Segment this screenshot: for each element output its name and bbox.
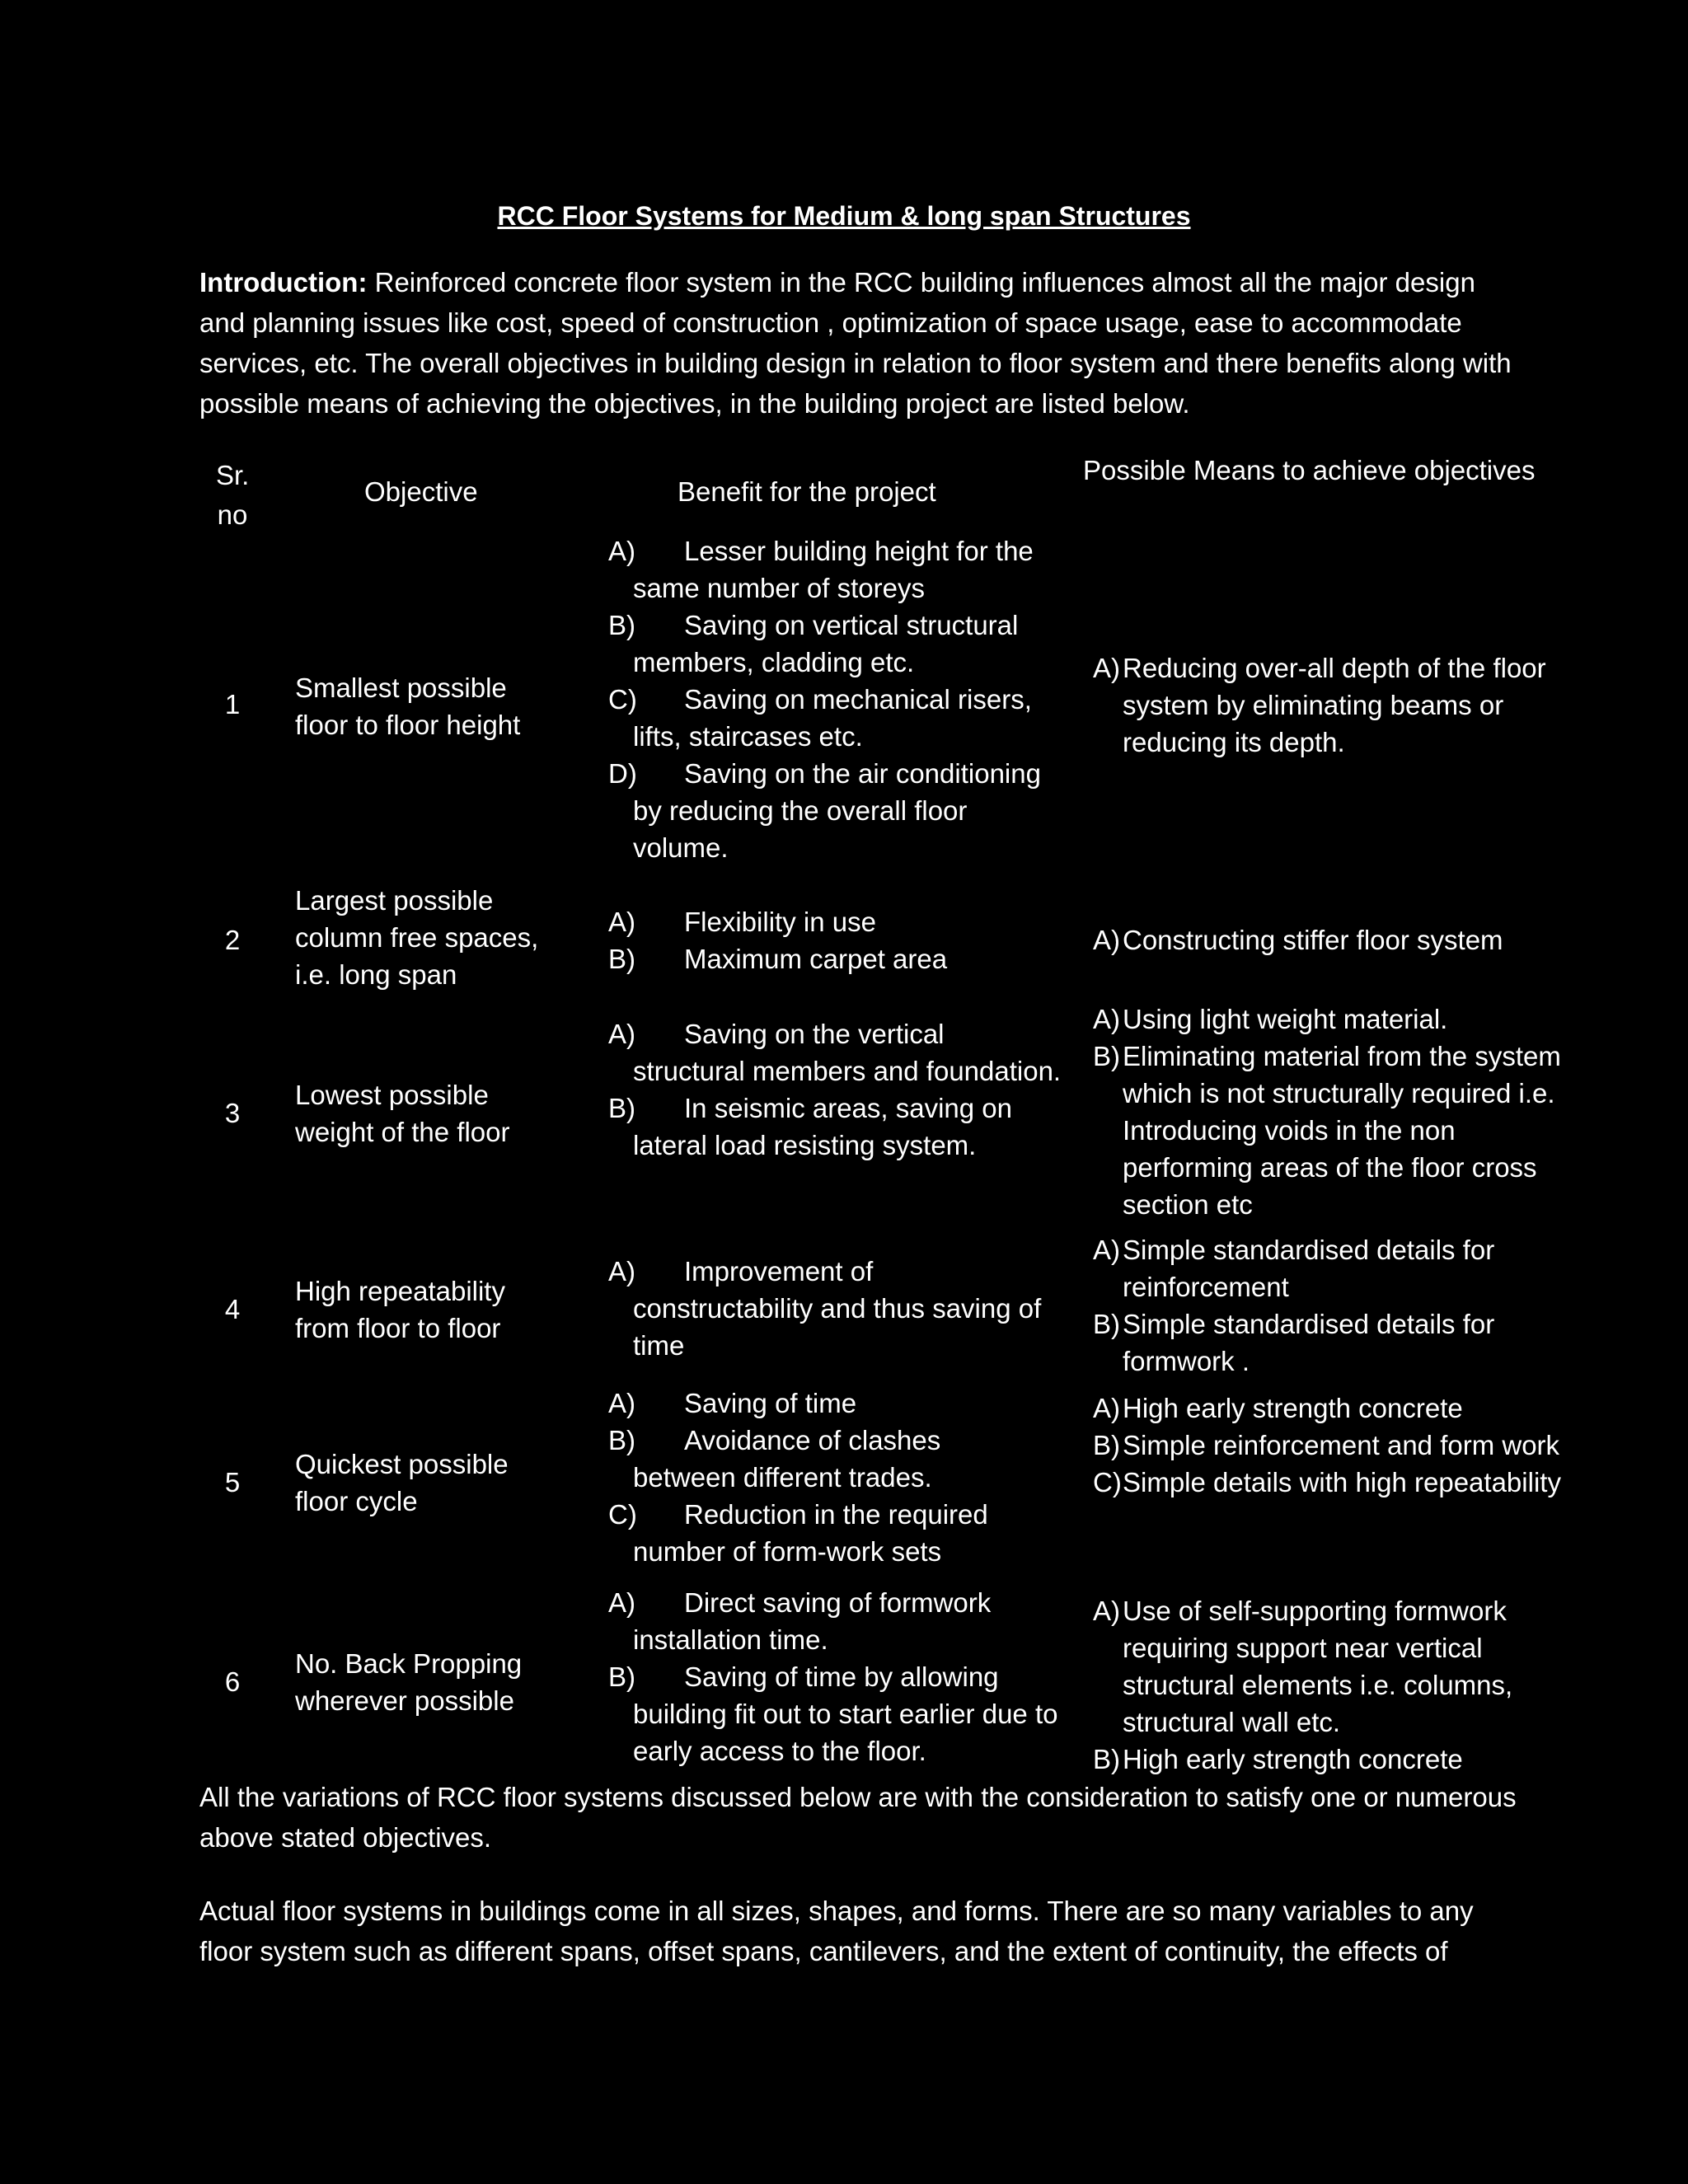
row-benefits <box>608 1385 1070 1570</box>
row-benefits <box>608 532 1070 866</box>
benefit-marker: B) <box>608 1425 635 1455</box>
benefit-text-rest: lateral load resisting system. <box>633 1130 977 1160</box>
benefit-item <box>608 1422 1070 1496</box>
row-objective: Quickest possible floor cycle <box>295 1449 509 1516</box>
benefit-text-first: Saving on the vertical <box>684 1019 945 1049</box>
means-text: Simple standardised details for formwork . <box>1123 1309 1495 1376</box>
means-marker: A) <box>1093 1393 1120 1423</box>
row-number: 6 <box>224 1666 241 1697</box>
benefit-text-rest: between different trades. <box>633 1462 932 1493</box>
means-text: Constructing stiffer floor system <box>1123 925 1503 955</box>
closing-paragraph-2: Actual floor systems in buildings come in all sizes, shapes, and forms. There are so many variables to any floor system such as different spans, offset spans, cantilevers, and the extent of continuity, the effects of <box>199 1896 1474 1966</box>
benefit-marker: C) <box>608 1499 637 1530</box>
means-text: Simple reinforcement and form work <box>1123 1430 1560 1460</box>
means-item <box>1093 1231 1571 1305</box>
row-means <box>1093 1592 1571 1778</box>
benefit-marker: B) <box>608 1661 635 1692</box>
row-objective: No. Back Propping wherever possible <box>295 1648 523 1716</box>
means-text: Simple details with high repeatability <box>1123 1467 1561 1497</box>
benefit-text-rest: installation time. <box>633 1624 828 1655</box>
benefit-marker: A) <box>608 1256 635 1286</box>
means-marker: A) <box>1093 1004 1120 1034</box>
means-text: High early strength concrete <box>1123 1744 1463 1774</box>
benefit-text-first: Saving of time by allowing <box>684 1661 999 1692</box>
means-marker: A) <box>1093 1235 1120 1265</box>
benefit-item <box>608 532 1070 607</box>
intro-paragraph <box>199 262 1518 424</box>
benefit-item <box>608 1015 1070 1090</box>
benefit-text-rest: members, cladding etc. <box>633 647 915 677</box>
row-benefits <box>608 1584 1070 1769</box>
benefit-marker: A) <box>608 536 635 566</box>
row-means <box>1093 1001 1571 1223</box>
row-means <box>1093 1231 1571 1380</box>
benefit-marker: B) <box>608 1093 635 1123</box>
header-no: no <box>217 499 248 530</box>
benefit-item <box>608 1496 1070 1570</box>
document-title: RCC Floor Systems for Medium & long span Structures <box>497 201 1191 231</box>
header-means: Possible Means to achieve objectives <box>1083 455 1536 485</box>
benefit-item <box>608 1584 1070 1658</box>
benefit-marker: B) <box>608 944 635 974</box>
row-benefits <box>608 1253 1070 1364</box>
benefit-text-rest: lifts, staircases etc. <box>633 721 863 752</box>
benefit-item <box>608 940 1070 977</box>
benefit-text-first: Improvement of <box>684 1256 874 1286</box>
row-number: 3 <box>224 1098 241 1128</box>
benefit-text-rest: constructability and thus saving of time <box>633 1293 1042 1361</box>
row-objective: High repeatability from floor to floor <box>295 1276 505 1343</box>
means-text: Use of self-supporting formwork requiring support near vertical structural elements i.e. columns, structural wall etc. <box>1123 1596 1513 1737</box>
means-marker: A) <box>1093 925 1120 955</box>
benefit-text-first: Saving on vertical structural <box>684 610 1019 640</box>
benefit-marker: A) <box>608 1019 635 1049</box>
means-item <box>1093 1427 1571 1464</box>
benefit-item <box>608 1253 1070 1364</box>
means-item <box>1093 921 1571 958</box>
means-item <box>1093 1741 1571 1778</box>
means-marker: B) <box>1093 1744 1120 1774</box>
intro-label: Introduction: <box>199 267 368 298</box>
means-marker: B) <box>1093 1430 1120 1460</box>
benefit-text-rest: building fit out to start earlier due to early access to the floor. <box>633 1699 1058 1766</box>
benefit-marker: A) <box>608 1388 635 1418</box>
benefit-text-first: Lesser building height for the <box>684 536 1034 566</box>
benefit-marker: A) <box>608 907 635 937</box>
means-marker: A) <box>1093 653 1120 683</box>
benefit-text-first: Saving on mechanical risers, <box>684 684 1032 715</box>
means-text: Eliminating material from the system which is not structurally required i.e. Introducing voids in the non performing areas of the floor cross section etc <box>1123 1041 1561 1220</box>
means-item <box>1093 1001 1571 1038</box>
means-item <box>1093 1305 1571 1380</box>
closing-paragraph-1: All the variations of RCC floor systems discussed below are with the consideration to satisfy one or numerous above stated objectives. <box>199 1782 1517 1853</box>
row-benefits <box>608 1015 1070 1164</box>
means-item <box>1093 649 1571 761</box>
benefit-item <box>608 1090 1070 1164</box>
row-means <box>1093 1390 1571 1501</box>
benefit-text-first: Reduction in the required <box>684 1499 988 1530</box>
means-marker: B) <box>1093 1309 1120 1339</box>
header-objective: Objective <box>364 476 478 507</box>
benefit-text-first: Saving on the air conditioning <box>684 758 1041 789</box>
means-text: Reducing over-all depth of the floor system by eliminating beams or reducing its depth. <box>1123 653 1546 757</box>
means-item <box>1093 1038 1571 1223</box>
means-text: Using light weight material. <box>1123 1004 1448 1034</box>
benefit-text-rest: structural members and foundation. <box>633 1056 1062 1086</box>
header-sr-no <box>216 456 249 535</box>
benefit-text-first: Flexibility in use <box>684 907 876 937</box>
benefit-marker: D) <box>608 758 637 789</box>
benefit-item <box>608 681 1070 755</box>
benefit-marker: C) <box>608 684 637 715</box>
means-text: High early strength concrete <box>1123 1393 1463 1423</box>
benefit-text-rest: by reducing the overall floor volume. <box>633 795 968 863</box>
row-means <box>1093 649 1571 761</box>
benefit-text-first: Saving of time <box>684 1388 857 1418</box>
means-marker: A) <box>1093 1596 1120 1626</box>
benefit-item <box>608 1658 1070 1769</box>
benefit-text-first: Avoidance of clashes <box>684 1425 941 1455</box>
header-benefit: Benefit for the project <box>678 476 936 507</box>
row-objective: Lowest possible weight of the floor <box>295 1080 510 1147</box>
row-objective: Largest possible column free spaces, i.e. long span <box>295 885 539 990</box>
row-number: 4 <box>224 1294 241 1324</box>
row-benefits <box>608 903 1070 977</box>
means-item <box>1093 1390 1571 1427</box>
means-marker: C) <box>1093 1467 1122 1497</box>
benefit-text-first: Direct saving of formwork <box>684 1587 992 1618</box>
benefit-item <box>608 1385 1070 1422</box>
benefit-marker: A) <box>608 1587 635 1618</box>
benefit-text-first: Maximum carpet area <box>684 944 948 974</box>
benefit-marker: B) <box>608 610 635 640</box>
row-number: 2 <box>224 925 241 955</box>
benefit-item <box>608 903 1070 940</box>
benefit-item <box>608 755 1070 866</box>
means-item <box>1093 1592 1571 1741</box>
row-means <box>1093 921 1571 958</box>
means-item <box>1093 1464 1571 1501</box>
means-marker: B) <box>1093 1041 1120 1071</box>
header-sr: Sr. <box>216 460 250 490</box>
row-objective: Smallest possible floor to floor height <box>295 673 521 740</box>
row-number: 1 <box>224 689 241 719</box>
benefit-text-rest: same number of storeys <box>633 573 925 603</box>
row-number: 5 <box>224 1467 241 1497</box>
means-text: Simple standardised details for reinforcement <box>1123 1235 1495 1302</box>
intro-text: Reinforced concrete floor system in the RCC building influences almost all the major design and planning issues like cost, speed of construction , optimization of space usage, ease to accommodate services, etc. The overall objectives in building design in relation to floor system and there benefits along with possible means of achieving the objectives, in the building project are listed below. <box>199 267 1512 419</box>
benefit-text-rest: number of form-work sets <box>633 1536 942 1567</box>
benefit-text-first: In seismic areas, saving on <box>684 1093 1013 1123</box>
benefit-item <box>608 607 1070 681</box>
